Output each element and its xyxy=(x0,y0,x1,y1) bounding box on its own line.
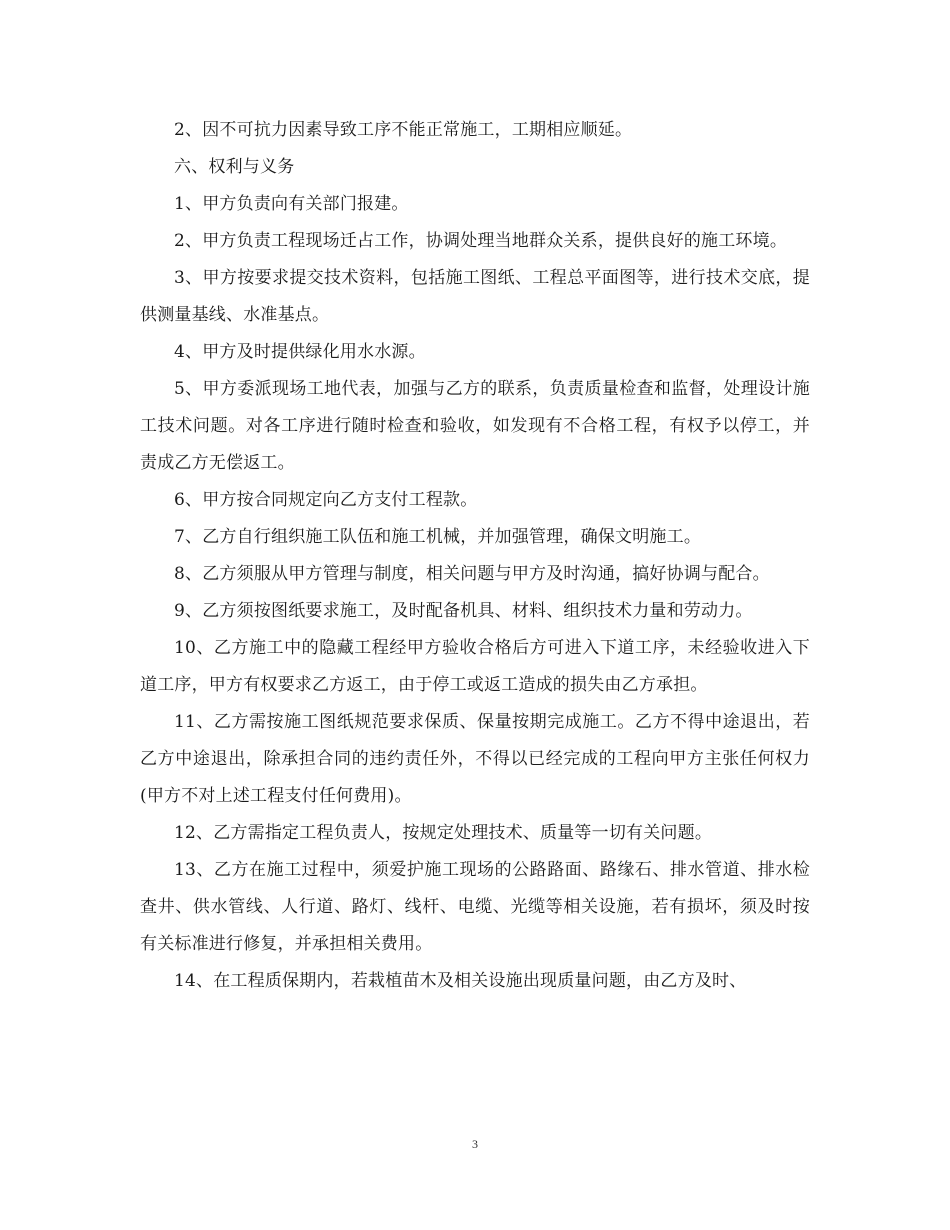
paragraph-item-11: 11、乙方需按施工图纸规范要求保质、保量按期完成施工。乙方不得中途退出，若乙方中途退出，除承担合同的违约责任外，不得以已经完成的工程向甲方主张任何权力(甲方不对上述工程支付任何费用)。 xyxy=(140,712,810,806)
paragraph-item-10: 10、乙方施工中的隐藏工程经甲方验收合格后方可进入下道工序，未经验收进入下道工序，甲方有权要求乙方返工，由于停工或返工造成的损失由乙方承担。 xyxy=(140,638,810,695)
document-body xyxy=(140,112,810,1000)
paragraph-item-4: 4、甲方及时提供绿化用水水源。 xyxy=(174,342,426,362)
paragraph-item-1: 1、甲方负责向有关部门报建。 xyxy=(174,194,409,214)
paragraph-item-13: 13、乙方在施工过程中，须爱护施工现场的公路路面、路缘石、排水管道、排水检查井、供水管线、人行道、路灯、线杆、电缆、光缆等相关设施，若有损坏，须及时按有关标准进行修复，并承担相关费用。 xyxy=(140,860,810,954)
paragraph-item-3: 3、甲方按要求提交技术资料，包括施工图纸、工程总平面图等，进行技术交底，提供测量基线、水准基点。 xyxy=(140,268,810,325)
paragraph-item-5: 5、甲方委派现场工地代表，加强与乙方的联系，负责质量检查和监督，处理设计施工技术问题。对各工序进行随时检查和验收，如发现有不合格工程，有权予以停工，并责成乙方无偿返工。 xyxy=(140,379,810,473)
paragraph-item-9: 9、乙方须按图纸要求施工，及时配备机具、材料、组织技术力量和劳动力。 xyxy=(174,601,753,621)
section-heading-rights-obligations: 六、权利与义务 xyxy=(174,157,295,177)
paragraph-item-2: 2、甲方负责工程现场迁占工作，协调处理当地群众关系，提供良好的施工环境。 xyxy=(174,231,788,251)
page-number: 3 xyxy=(472,1137,478,1151)
paragraph-item-12: 12、乙方需指定工程负责人，按规定处理技术、质量等一切有关问题。 xyxy=(174,823,713,843)
paragraph-item-8: 8、乙方须服从甲方管理与制度，相关问题与甲方及时沟通，搞好协调与配合。 xyxy=(174,564,770,584)
paragraph-item-6: 6、甲方按合同规定向乙方支付工程款。 xyxy=(174,490,478,510)
paragraph-item-14: 14、在工程质保期内，若栽植苗木及相关设施出现质量问题，由乙方及时、 xyxy=(174,971,747,991)
paragraph-clause-2-force-majeure: 2、因不可抗力因素导致工序不能正常施工，工期相应顺延。 xyxy=(174,120,633,140)
paragraph-item-7: 7、乙方自行组织施工队伍和施工机械，并加强管理，确保文明施工。 xyxy=(174,527,702,547)
